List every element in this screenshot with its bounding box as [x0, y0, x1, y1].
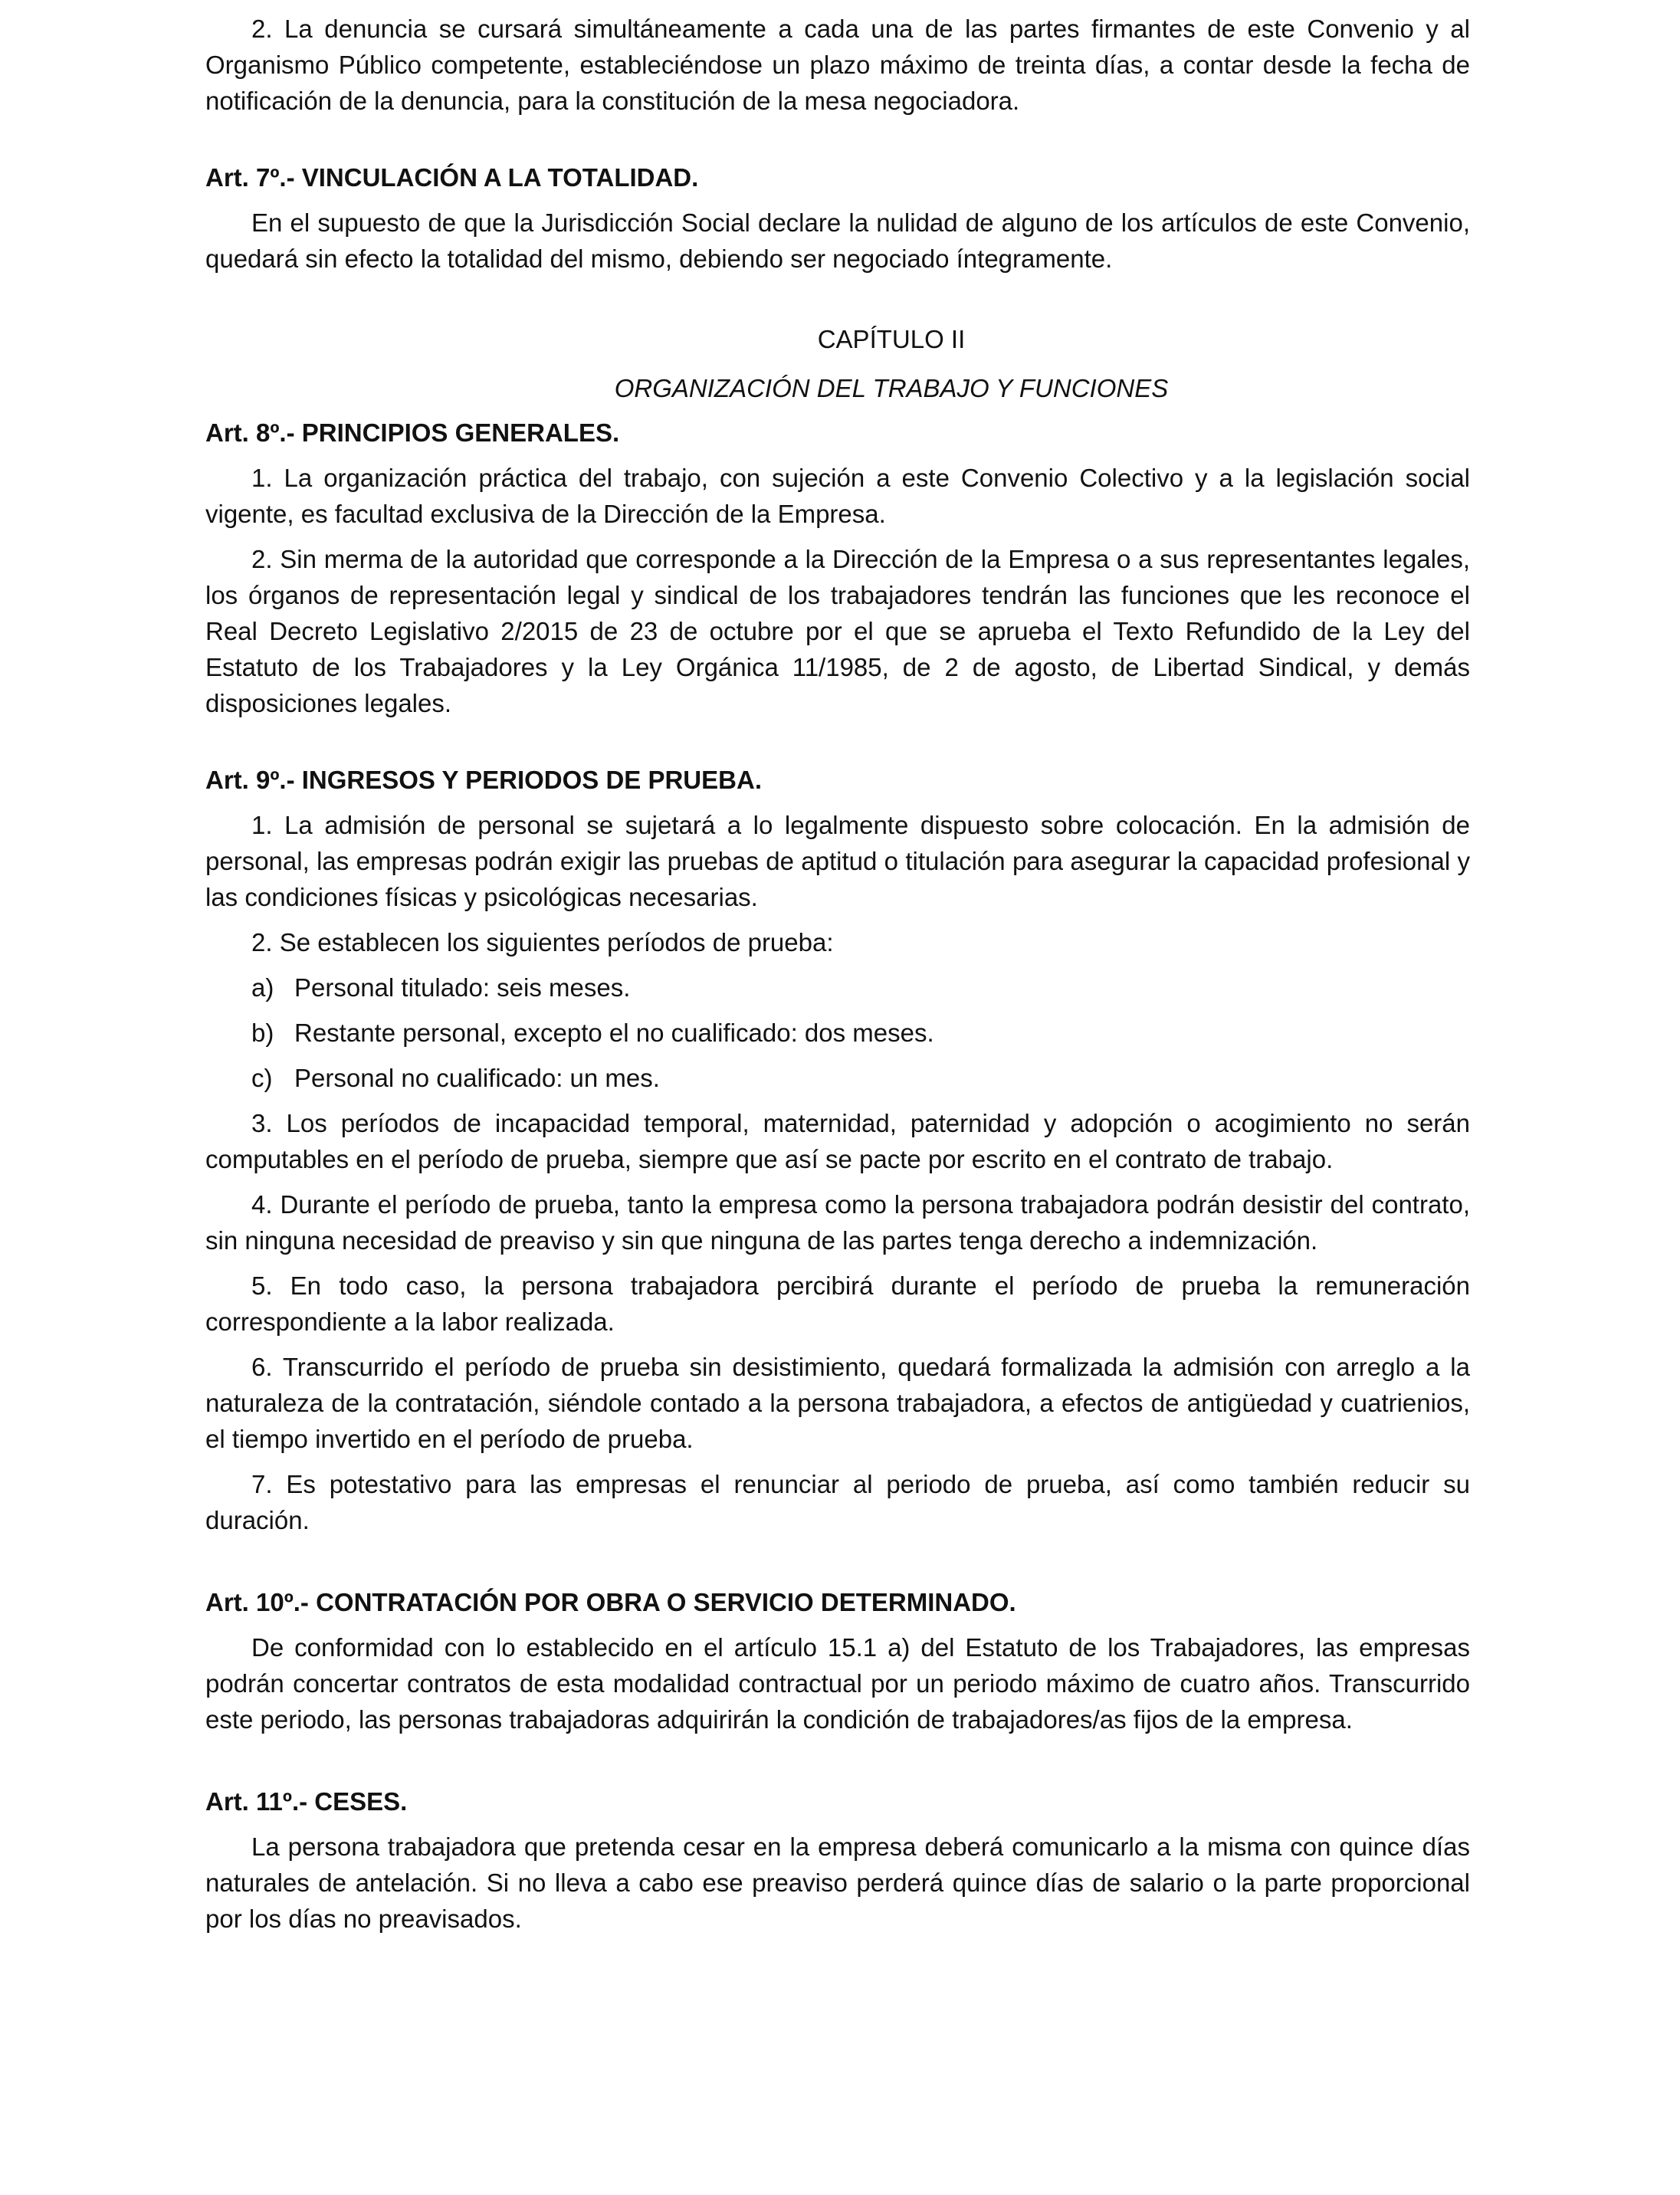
document-page [205, 11, 1470, 1937]
art9-paragraph-5: 5. En todo caso, la persona trabajadora percibirá durante el período de prueba la remuneración correspondiente a la labor realizada. [205, 1271, 1470, 1336]
art7-paragraph-1: En el supuesto de que la Jurisdicción Social declare la nulidad de alguno de los artículos de este Convenio, quedará sin efecto la totalidad del mismo, debiendo ser negociado íntegramente. [205, 208, 1470, 273]
art8-paragraph-2: 2. Sin merma de la autoridad que corresponde a la Dirección de la Empresa o a sus representantes legales, los órganos de representación legal y sindical de los trabajadores tendrán las funciones que les reconoce el Real Decreto Legislativo 2/2015 de 23 de octubre por el que se aprueba el Texto Refundido de la Ley del Estatuto de los Trabajadores y la Ley Orgánica 11/1985, de 2 de agosto, de Libertad Sindical, y demás disposiciones legales. [205, 545, 1470, 717]
list-marker: b) [251, 1019, 274, 1047]
art9-paragraph-7: 7. Es potestativo para las empresas el renunciar al periodo de prueba, así como también reducir su duración. [205, 1470, 1470, 1534]
art6-paragraph-2: 2. La denuncia se cursará simultáneamente a cada una de las partes firmantes de este Convenio y al Organismo Público competente, estableciéndose un plazo máximo de treinta días, a contar desde la fecha de notificación de la denuncia, para la constitución de la mesa negociadora. [205, 15, 1470, 115]
art8-paragraph-1: 1. La organización práctica del trabajo, con sujeción a este Convenio Colectivo y a la legislación social vigente, es facultad exclusiva de la Dirección de la Empresa. [205, 464, 1470, 528]
chapter-title: ORGANIZACIÓN DEL TRABAJO Y FUNCIONES [614, 374, 1169, 402]
art9-paragraph-3: 3. Los períodos de incapacidad temporal, maternidad, paternidad y adopción o acogimiento no serán computables en el período de prueba, siempre que así se pacte por escrito en el contrato de trabajo. [205, 1109, 1470, 1173]
list-item-text: Personal no cualificado: un mes. [294, 1064, 660, 1092]
art8-heading: Art. 8º.- PRINCIPIOS GENERALES. [205, 418, 620, 447]
art9-heading: Art. 9º.- INGRESOS Y PERIODOS DE PRUEBA. [205, 766, 762, 794]
chapter-number: CAPÍTULO II [817, 325, 966, 353]
art11-heading: Art. 11º.- CESES. [205, 1787, 408, 1816]
art10-heading: Art. 10º.- CONTRATACIÓN POR OBRA O SERVICIO DETERMINADO. [205, 1588, 1016, 1616]
art7-heading: Art. 7º.- VINCULACIÓN A LA TOTALIDAD. [205, 163, 699, 192]
art9-paragraph-4: 4. Durante el período de prueba, tanto la empresa como la persona trabajadora podrán desistir del contrato, sin ninguna necesidad de preaviso y sin que ninguna de las partes tenga derecho a indemnización. [205, 1190, 1470, 1255]
art10-paragraph-1: De conformidad con lo establecido en el artículo 15.1 a) del Estatuto de los Trabajadores, las empresas podrán concertar contratos de esta modalidad contractual por un periodo máximo de cuatro años. Transcurrido este periodo, las personas trabajadoras adquirirán la condición de trabajadores/as fijos de la empresa. [205, 1633, 1470, 1734]
list-item-text: Personal titulado: seis meses. [294, 973, 631, 1002]
list-item-text: Restante personal, excepto el no cualificado: dos meses. [294, 1019, 934, 1047]
art9-paragraph-1: 1. La admisión de personal se sujetará a lo legalmente dispuesto sobre colocación. En la admisión de personal, las empresas podrán exigir las pruebas de aptitud o titulación para asegurar la capacidad profesional y las condiciones físicas y psicológicas necesarias. [205, 811, 1470, 911]
art9-paragraph-2: 2. Se establecen los siguientes períodos de prueba: [251, 928, 834, 956]
art9-paragraph-6: 6. Transcurrido el período de prueba sin desistimiento, quedará formalizada la admisión con arreglo a la naturaleza de la contratación, siéndole contado a la persona trabajadora, a efectos de antigüedad y cuatrienios, el tiempo invertido en el período de prueba. [205, 1353, 1470, 1453]
art9-list-item-b [251, 1015, 1470, 1051]
list-marker: c) [251, 1064, 273, 1092]
art9-list-item-c [251, 1060, 1470, 1096]
art11-paragraph-1: La persona trabajadora que pretenda cesar en la empresa deberá comunicarlo a la misma con quince días naturales de antelación. Si no lleva a cabo ese preaviso perderá quince días de salario o la parte proporcional por los días no preavisados. [205, 1832, 1470, 1933]
art9-list-item-a [251, 970, 1470, 1006]
list-marker: a) [251, 973, 274, 1002]
